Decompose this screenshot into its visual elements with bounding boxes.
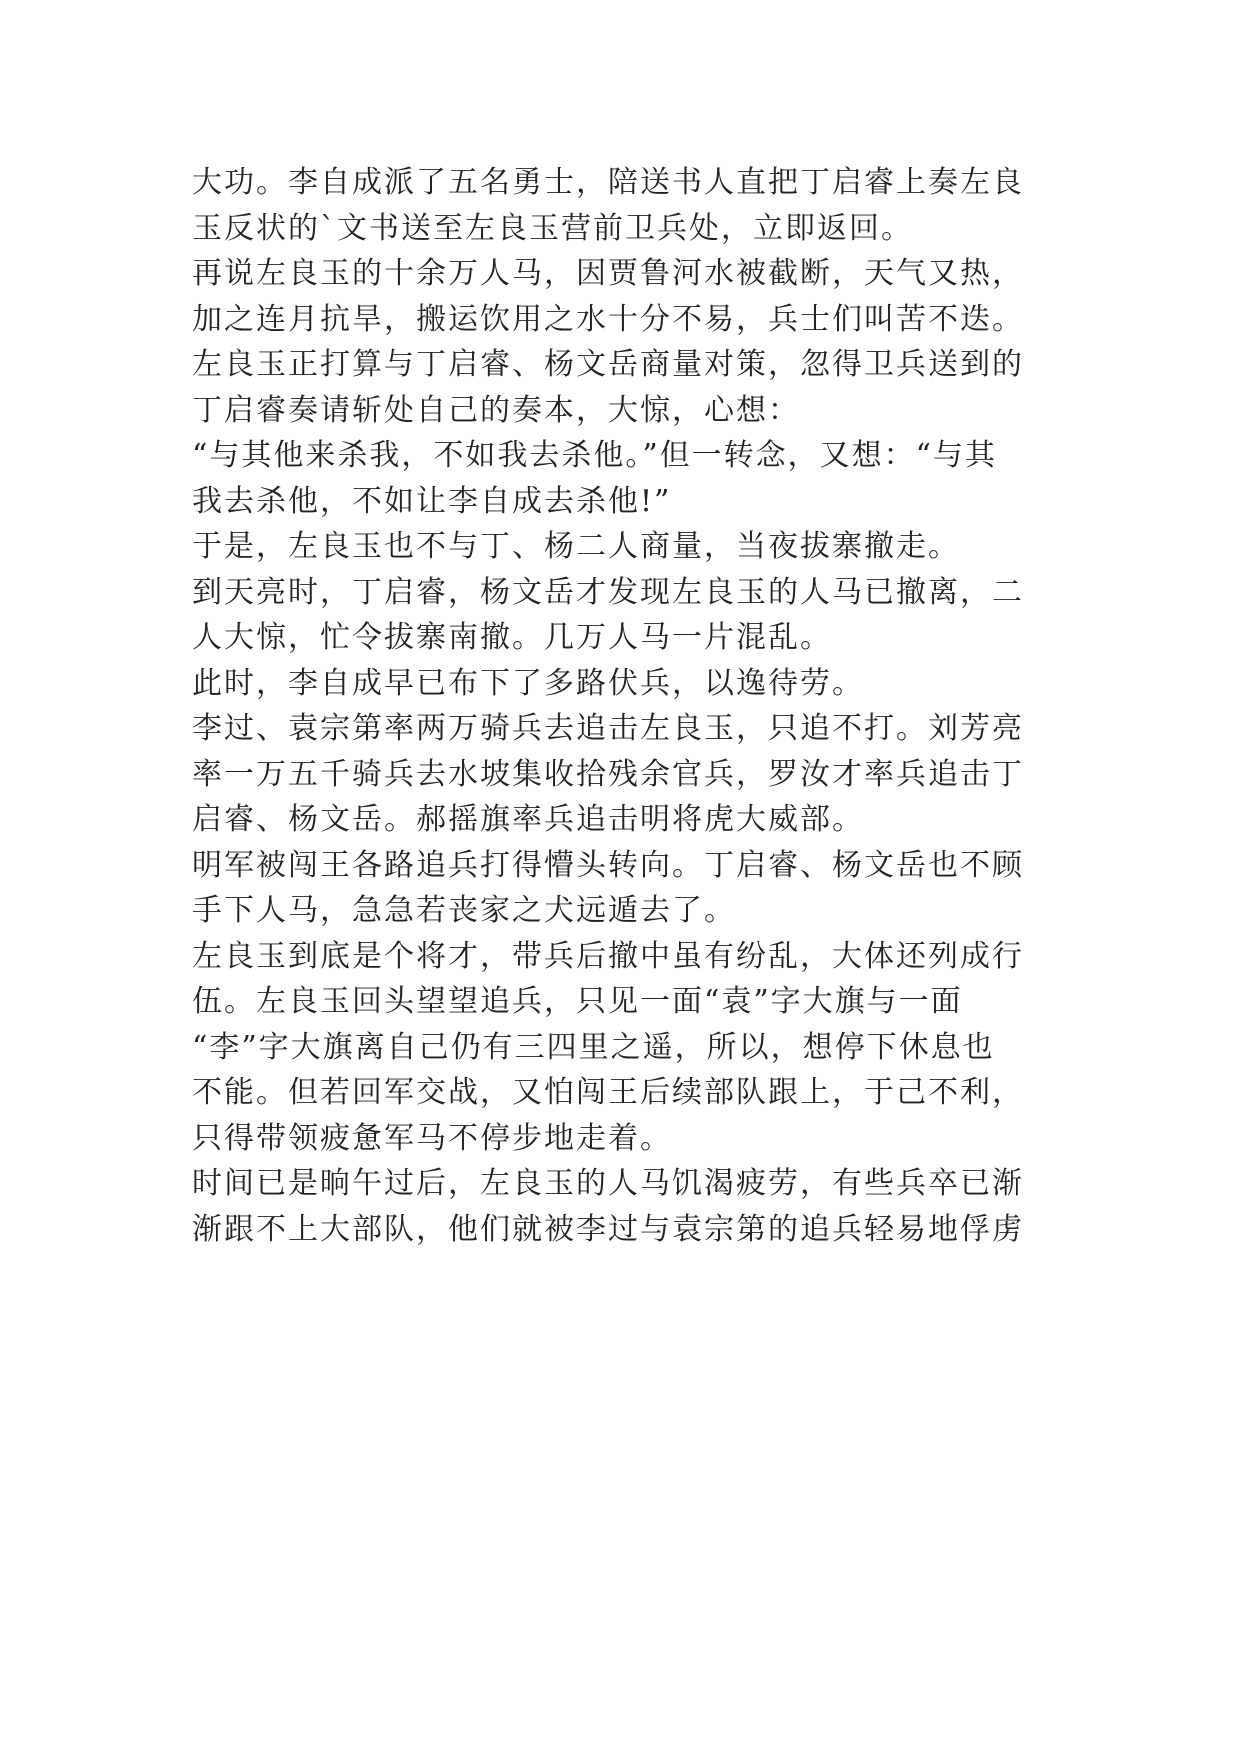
text-line: 不能。但若回军交战，又怕闯王后续部队跟上，于己不利， xyxy=(192,1075,1024,1110)
text-line: “与其他来杀我，不如我去杀他。”但一转念，又想：“与其 xyxy=(192,438,998,473)
text-line: 只得带领疲惫军马不停步地走着。 xyxy=(192,1120,672,1156)
text-line: 伍。左良玉回头望望追兵，只见一面“袁”字大旗与一面 xyxy=(192,984,963,1019)
text-line: 我去杀他，不如让李自成去杀他!” xyxy=(192,483,672,519)
text-line: 于是，左良玉也不与丁、杨二人商量，当夜拔寨撤走。 xyxy=(192,529,960,564)
body-text xyxy=(192,160,1072,1252)
text-line: 玉反状的`文书送至左良玉营前卫兵处，立即返回。 xyxy=(192,210,913,246)
text-line: 再说左良玉的十余万人马，因贾鲁河水被截断，天气又热， xyxy=(192,256,1024,291)
text-line: 丁启睿奏请斩处自己的奏本，大惊，心想： xyxy=(192,392,800,428)
text-line: 李过、袁宗第率两万骑兵去追击左良玉，只追不打。刘芳亮 xyxy=(192,711,1024,746)
text-line: 此时，李自成早已布下了多路伏兵，以逸待劳。 xyxy=(192,665,864,701)
text-line: 加之连月抗旱，搬运饮用之水十分不易，兵士们叫苦不迭。 xyxy=(192,301,1024,337)
text-line: 渐跟不上大部队，他们就被李过与袁宗第的追兵轻易地俘虏 xyxy=(192,1211,1024,1247)
text-line: “李”字大旗离自己仍有三四里之遥，所以，想停下休息也 xyxy=(192,1029,995,1065)
text-line: 手下人马，急急若丧家之犬远遁去了。 xyxy=(192,893,736,928)
text-line: 左良玉正打算与丁启睿、杨文岳商量对策，忽得卫兵送到的 xyxy=(192,347,1024,382)
text-line: 明军被闯王各路追兵打得懵头转向。丁启睿、杨文岳也不顾 xyxy=(192,847,1024,883)
text-line: 启睿、杨文岳。郝摇旗率兵追击明将虎大威部。 xyxy=(192,802,864,837)
text-line: 率一万五千骑兵去水坡集收拾残余官兵，罗汝才率兵追击丁 xyxy=(192,756,1024,792)
text-line: 人大惊，忙令拔寨南撤。几万人马一片混乱。 xyxy=(192,620,832,655)
text-line: 时间已是晌午过后，左良玉的人马饥渴疲劳，有些兵卒已渐 xyxy=(192,1166,1024,1201)
text-line: 到天亮时，丁启睿，杨文岳才发现左良玉的人马已撤离，二 xyxy=(192,574,1024,610)
text-line: 大功。李自成派了五名勇士，陪送书人直把丁启睿上奏左良 xyxy=(192,165,1024,200)
text-line: 左良玉到底是个将才，带兵后撤中虽有纷乱，大体还列成行 xyxy=(192,938,1024,974)
